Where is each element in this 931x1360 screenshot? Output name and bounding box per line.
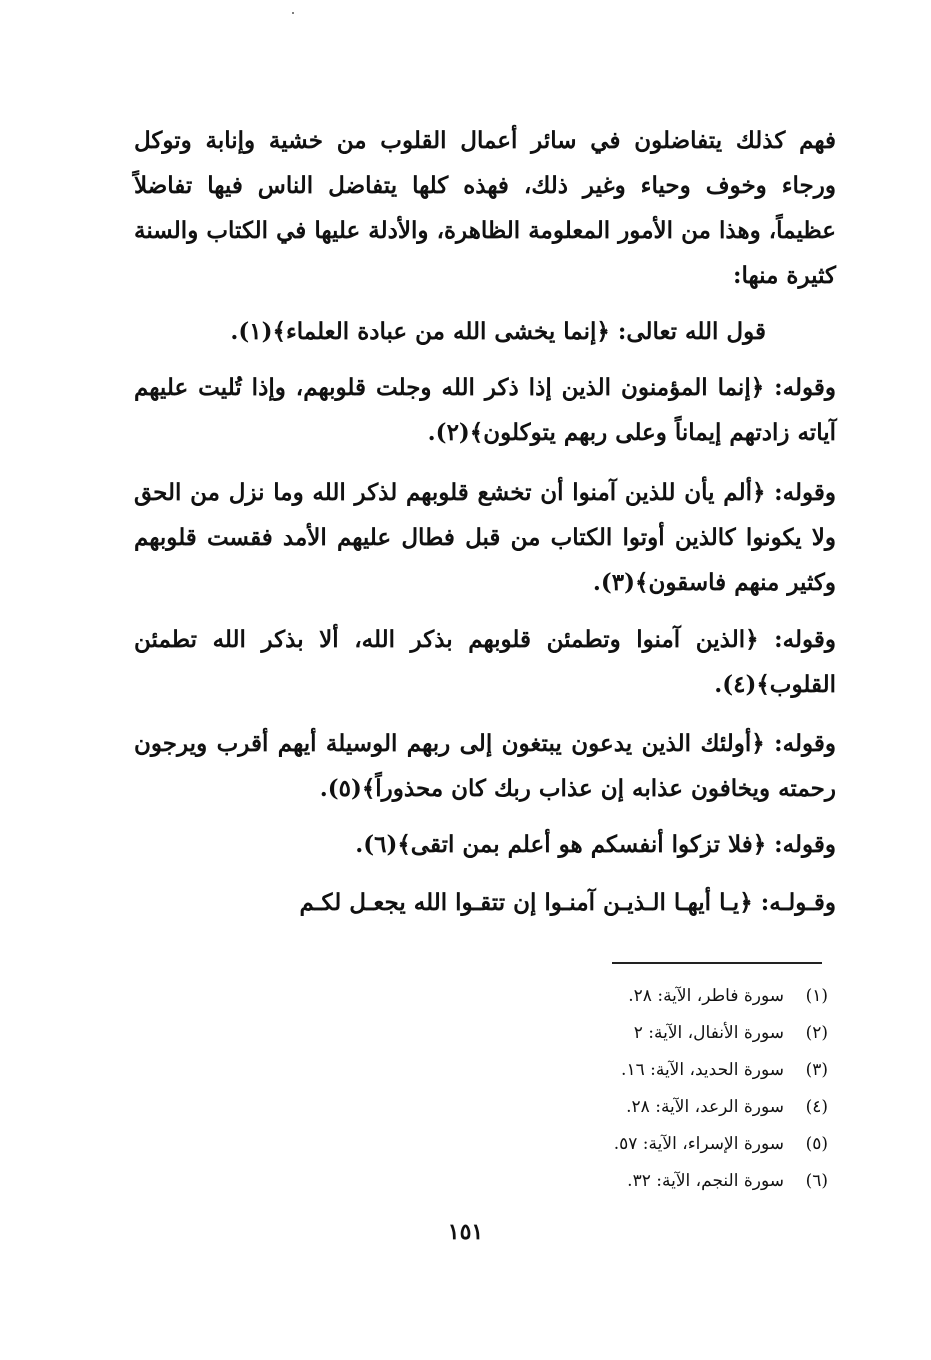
footnote-text: سورة الحديد، الآية: ١٦.: [621, 1060, 784, 1080]
paragraph-text: قول الله تعالى: ﴿إنما يخشى الله من عبادة العلماء﴾(١).: [230, 318, 766, 345]
footnote-text: سورة الرعد، الآية: ٢٨.: [626, 1097, 784, 1117]
footnote-number: (٦): [805, 1171, 828, 1191]
paragraph-text: وقوله: ﴿فلا تزكوا أنفسكم هو أعلم بمن اتقى﴾(٦).: [355, 831, 836, 858]
footnote-number: (١): [805, 986, 828, 1006]
paragraph-text: وقوله: ﴿إنما المؤمنون الذين إذا ذكر الله وجلت قلوبهم، وإذا تُليت عليهم آياته زادتهم إيماناً وعلى ربهم يتوكلون﴾(٢).: [134, 374, 836, 446]
footnote-item: [420, 1015, 828, 1052]
scan-speck: [292, 12, 294, 14]
paragraph-text: وقـولـه: ﴿يـا أيهـا الـذيـن آمنـوا إن تتقـوا الله يجعـل لكـم: [299, 889, 836, 916]
paragraph-verse-3: [134, 470, 836, 605]
page-number: ١٥١: [447, 1219, 484, 1245]
paragraph-text: وقوله: ﴿الذين آمنوا وتطمئن قلوبهم بذكر الله، ألا بذكر الله تطمئن القلوب﴾(٤).: [134, 626, 836, 698]
footnote-text: سورة فاطر، الآية: ٢٨.: [628, 986, 784, 1006]
paragraph-verse-2: [134, 365, 836, 455]
footnote-item: [420, 1163, 828, 1200]
paragraph-verse-5: [134, 721, 836, 811]
paragraph-verse-1: [134, 309, 836, 354]
footnote-number: (٤): [805, 1097, 828, 1117]
footnote-item: [420, 1126, 828, 1163]
footnote-text: سورة النجم، الآية: ٣٢.: [627, 1171, 784, 1191]
paragraph-verse-6: [134, 822, 836, 867]
footnote-text: سورة الإسراء، الآية: ٥٧.: [613, 1134, 784, 1154]
footnote-number: (٥): [805, 1134, 828, 1154]
paragraph-verse-4: [134, 617, 836, 707]
footnote-item: [420, 1052, 828, 1089]
paragraph-text: وقوله: ﴿ألم يأن للذين آمنوا أن تخشع قلوبهم لذكر الله وما نزل من الحق ولا يكونوا كالذين أوتوا الكتاب من قبل فطال عليهم الأمد فقست قلوبهم وكثير منهم فاسقون﴾(٣).: [134, 479, 836, 596]
footnote-number: (٣): [805, 1060, 828, 1080]
footnotes: [420, 978, 828, 1200]
footnote-separator: [612, 962, 822, 964]
footnote-number: (٢): [805, 1023, 828, 1043]
paragraph-intro: [134, 118, 836, 298]
paragraph-text: وقوله: ﴿أولئك الذين يدعون يبتغون إلى ربهم الوسيلة أيهم أقرب ويرجون رحمته ويخافون عذابه إن عذاب ربك كان محذوراً﴾(٥).: [134, 730, 836, 802]
footnote-text: سورة الأنفال، الآية: ٢: [633, 1023, 784, 1043]
footnote-item: [420, 978, 828, 1015]
paragraph-verse-7: [134, 880, 836, 925]
paragraph-text: فهم كذلك يتفاضلون في سائر أعمال القلوب من خشية وإنابة وتوكل ورجاء وخوف وحياء وغير ذلك، فهذه كلها يتفاضل الناس فيها تفاضلاً عظيماً، وهذا من الأمور المعلومة الظاهرة، والأدلة عليها في الكتاب والسنة كثيرة منها:: [134, 127, 836, 289]
footnote-item: [420, 1089, 828, 1126]
